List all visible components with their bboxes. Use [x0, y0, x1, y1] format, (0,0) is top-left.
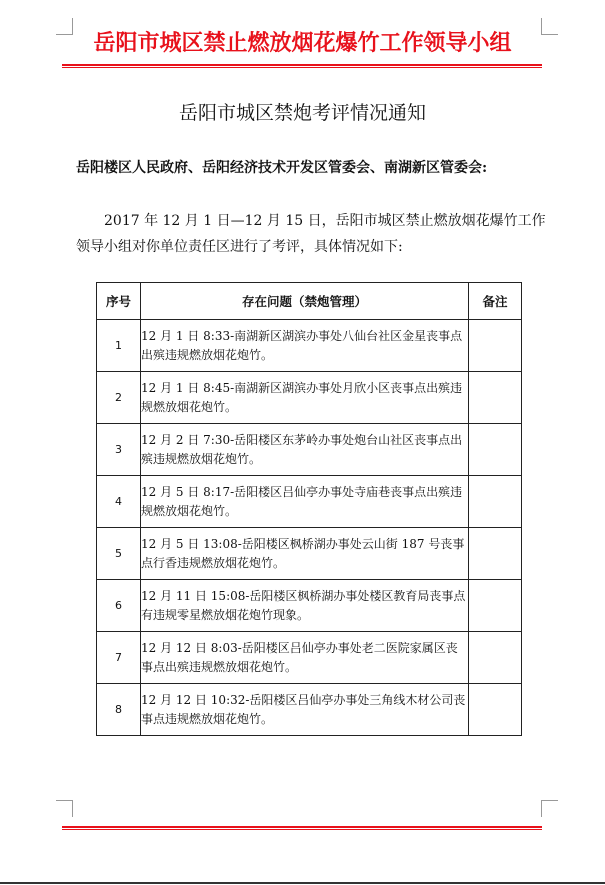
issues-table	[96, 282, 522, 736]
table-row	[97, 528, 522, 580]
row-note	[469, 424, 522, 476]
row-note	[469, 580, 522, 632]
row-seq: 5	[97, 528, 141, 580]
row-issue: 12 月 12 日 10:32-岳阳楼区吕仙亭办事处三角线木材公司丧事点违规燃放烟花炮竹。	[141, 684, 469, 736]
row-seq: 1	[97, 320, 141, 372]
row-seq: 7	[97, 632, 141, 684]
org-header: 岳阳市城区禁止燃放烟花爆竹工作领导小组	[93, 30, 512, 56]
body-paragraph: 2017 年 12 月 1 日—12 月 15 日，岳阳市城区禁止燃放烟花爆竹工作领导小组对你单位责任区进行了考评，具体情况如下:	[76, 213, 546, 255]
row-note	[469, 684, 522, 736]
row-note	[469, 528, 522, 580]
table-row	[97, 424, 522, 476]
table-row	[97, 580, 522, 632]
header-note: 备注	[469, 283, 522, 320]
table-row	[97, 684, 522, 736]
row-issue: 12 月 5 日 13:08-岳阳楼区枫桥湖办事处云山街 187 号丧事点行香违规燃放烟花炮竹。	[141, 528, 469, 580]
footer-red-rule-thin	[62, 829, 542, 830]
row-issue: 12 月 1 日 8:45-南湖新区湖滨办事处月欣小区丧事点出殡违规燃放烟花炮竹。	[141, 372, 469, 424]
row-issue: 12 月 1 日 8:33-南湖新区湖滨办事处八仙台社区金星丧事点出殡违规燃放烟花炮竹。	[141, 320, 469, 372]
header-seq: 序号	[97, 283, 141, 320]
header-issue: 存在问题（禁炮管理）	[141, 283, 469, 320]
row-seq: 4	[97, 476, 141, 528]
table-row	[97, 476, 522, 528]
row-issue: 12 月 11 日 15:08-岳阳楼区枫桥湖办事处楼区教育局丧事点有违规零星燃放烟花炮竹现象。	[141, 580, 469, 632]
row-note	[469, 320, 522, 372]
document-title: 岳阳市城区禁炮考评情况通知	[178, 102, 426, 124]
table-row	[97, 632, 522, 684]
recipient-line: 岳阳楼区人民政府、岳阳经济技术开发区管委会、南湖新区管委会:	[76, 160, 488, 176]
header-red-rule	[62, 64, 542, 66]
row-seq: 2	[97, 372, 141, 424]
table-row	[97, 320, 522, 372]
row-seq: 8	[97, 684, 141, 736]
row-issue: 12 月 12 日 8:03-岳阳楼区吕仙亭办事处老二医院家属区丧事点出殡违规燃放烟花炮竹。	[141, 632, 469, 684]
header-red-rule-thin	[62, 67, 542, 68]
row-note	[469, 372, 522, 424]
row-issue: 12 月 2 日 7:30-岳阳楼区东茅岭办事处炮台山社区丧事点出殡违规燃放烟花炮竹。	[141, 424, 469, 476]
row-seq: 3	[97, 424, 141, 476]
corner-mark-bottom-right	[541, 800, 558, 817]
corner-mark-bottom-left	[56, 800, 73, 817]
row-note	[469, 476, 522, 528]
row-note	[469, 632, 522, 684]
page-bottom-edge	[0, 882, 605, 884]
row-issue: 12 月 5 日 8:17-岳阳楼区吕仙亭办事处寺庙巷丧事点出殡违规燃放烟花炮竹。	[141, 476, 469, 528]
table-header-row	[97, 283, 522, 320]
row-seq: 6	[97, 580, 141, 632]
footer-red-rule	[62, 826, 542, 828]
table-row	[97, 372, 522, 424]
